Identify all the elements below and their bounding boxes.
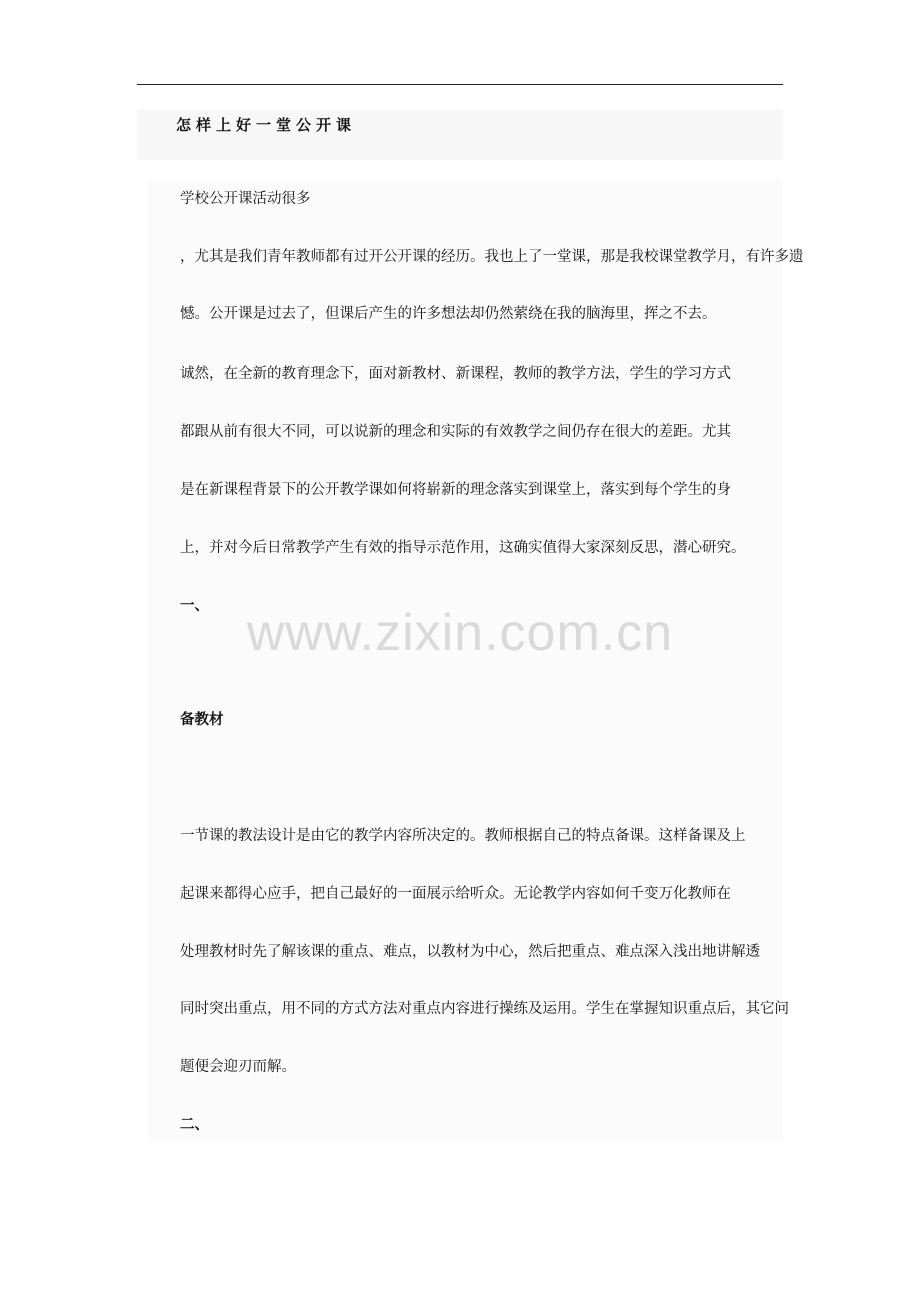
- document-title: 怎样上好一堂公开课: [176, 116, 357, 134]
- header-rule: [137, 84, 783, 85]
- section-number: 一、: [180, 598, 209, 614]
- section-title: 备教材: [180, 712, 224, 728]
- watermark: www.zixin.com.cn: [246, 604, 674, 662]
- paragraph-line: 一节课的教法设计是由它的教学内容所决定的。教师根据自己的特点备课。这样备课及上: [180, 828, 746, 844]
- paragraph-line: ，尤其是我们青年教师都有过开公开课的经历。我也上了一堂课，那是我校课堂教学月，有许多遗: [180, 249, 804, 265]
- section-number: 二、: [180, 1117, 209, 1133]
- paragraph-line: 是在新课程背景下的公开教学课如何将崭新的理念落实到课堂上，落实到每个学生的身: [180, 482, 731, 498]
- paragraph-line: 学校公开课活动很多: [180, 191, 311, 207]
- paragraph-line: 起课来都得心应手，把自己最好的一面展示给听众。无论教学内容如何千变万化教师在: [180, 886, 731, 902]
- paragraph-line: 题便会迎刃而解。: [180, 1059, 296, 1075]
- paragraph-line: 憾。公开课是过去了，但课后产生的许多想法却仍然萦绕在我的脑海里，挥之不去。: [180, 306, 717, 322]
- paragraph-line: 诚然，在全新的教育理念下，面对新教材、新课程，教师的教学方法，学生的学习方式: [180, 366, 731, 382]
- paragraph-line: 上，并对今后日常教学产生有效的指导示范作用，这确实值得大家深刻反思，潜心研究。: [180, 540, 746, 556]
- paragraph-line: 处理教材时先了解该课的重点、难点，以教材为中心，然后把重点、难点深入浅出地讲解透: [180, 944, 760, 960]
- paragraph-line: 都跟从前有很大不同，可以说新的理念和实际的有效教学之间仍存在很大的差距。尤其: [180, 424, 731, 440]
- paragraph-line: 同时突出重点，用不同的方式方法对重点内容进行操练及运用。学生在掌握知识重点后，其它问: [180, 1001, 789, 1017]
